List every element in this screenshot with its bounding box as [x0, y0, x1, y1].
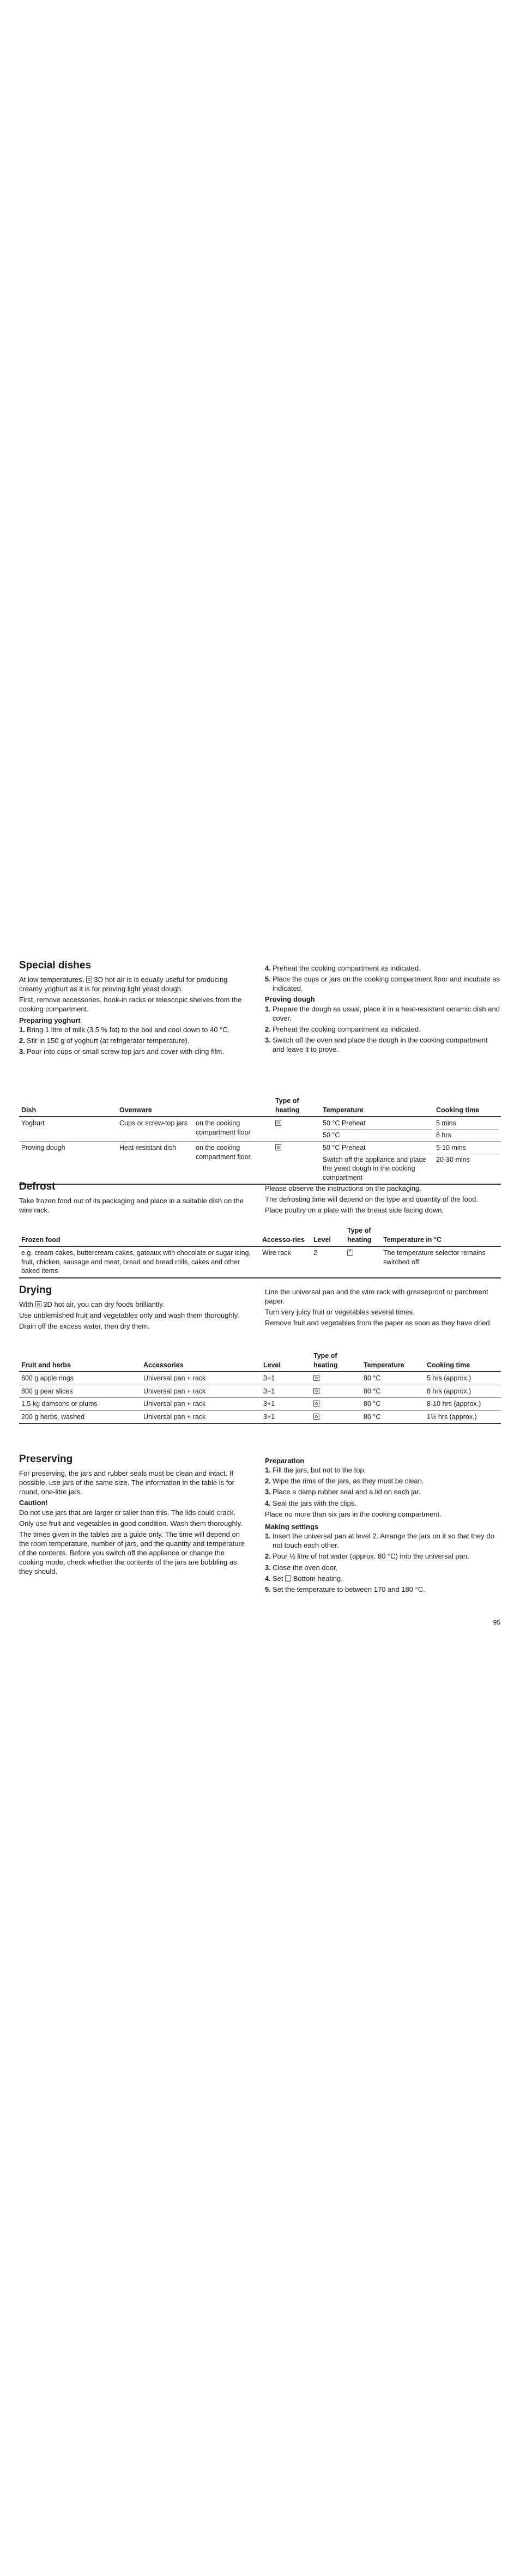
yoghurt-heading: Preparing yoghurt [19, 1016, 81, 1025]
3d-hot-air-icon [313, 1375, 319, 1381]
col-fruit-herbs: Fruit and herbs [19, 1350, 141, 1372]
col-temperature: Temperature in °C [381, 1225, 501, 1246]
col-heating: Type of heating [273, 1095, 321, 1117]
table-row: Yoghurt Cups or screw-top jars on the cooking compartment floor 50 °C Preheat 50 °C 5 mins 8 hrs [19, 1117, 501, 1142]
list-item: 2. Wipe the rims of the jars, as they must be clean. [265, 1477, 424, 1486]
table-row: 800 g pear slices Universal pan + rack 3+1 80 °C 8 hrs (approx.) [19, 1385, 501, 1398]
list-item: 2. Preheat the cooking compartment as indicated. [265, 1025, 421, 1033]
defrost-icon [347, 1250, 353, 1256]
preserving-title: Preserving [19, 1453, 73, 1465]
preparation-note: Place no more than six jars in the cooking compartment. [265, 1510, 442, 1518]
col-level: Level [261, 1350, 311, 1372]
list-item: 1. Insert the universal pan at level 2. Arrange the jars on it so that they do not touch each other. [265, 1532, 494, 1550]
col-accessories: Accessories [141, 1350, 261, 1372]
list-item: 1. Bring 1 litre of milk (3.5 % fat) to the boil and cool down to 40 °C. [19, 1025, 230, 1034]
3d-hot-air-icon [35, 1301, 41, 1307]
special-dishes-left [19, 960, 245, 1058]
yoghurt-steps [19, 1025, 245, 1056]
3d-hot-air-icon [313, 1388, 319, 1394]
defrost-text: Take frozen food out of its packaging and place in a suitable dish on the wire rack. [19, 1196, 244, 1215]
settings-heading: Making settings [265, 1522, 319, 1531]
special-dishes-table [19, 1095, 501, 1185]
defrost-table [19, 1225, 501, 1278]
table-row: 1.5 kg damsons or plums Universal pan + rack 3+1 80 °C 8-10 hrs (approx.) [19, 1398, 501, 1411]
preparation-steps [265, 1465, 500, 1508]
special-dishes-right [265, 963, 500, 1056]
col-heating: Type of heating [345, 1225, 381, 1246]
preserving-intro: For preserving, the jars and rubber seals must be clean and intact. If possible, use jars of the same size. The information in the table is for round, one-litre jars. [19, 1469, 235, 1496]
drying-left: Drying With 3D hot air, you can dry foods brilliantly. Use unblemished fruit and vegetables only and wash them thoroughly. Drain off the excess water, then dry them. [19, 1285, 245, 1332]
defrost-right: Please observe the instructions on the packaging. The defrosting time will depend on the type and quantity of the food. Place poultry on a plate with the breast side facing down. [265, 1184, 478, 1215]
col-placement [194, 1095, 273, 1117]
col-time: Cooking time [425, 1350, 501, 1372]
col-level: Level [311, 1225, 345, 1246]
list-item: 2. Pour ½ litre of hot water (approx. 80 °C) into the universal pan. [265, 1552, 469, 1561]
list-item: 3. Pour into cups or small screw-top jars and cover with cling film. [19, 1047, 224, 1056]
col-heating: Type of heating [311, 1350, 361, 1372]
list-item: 2. Stir in 150 g of yoghurt (at refrigerator temperature). [19, 1036, 190, 1045]
col-dish: Dish [19, 1095, 117, 1117]
list-item: 3. Close the oven door. [265, 1563, 338, 1572]
drying-table [19, 1350, 501, 1424]
list-item: 3. Switch off the oven and place the dough in the cooking compartment and leave it to prove. [265, 1036, 488, 1054]
caution-heading: Caution! [19, 1499, 48, 1507]
defrost-left [19, 1181, 245, 1216]
table-row: 200 g herbs, washed Universal pan + rack 3+1 80 °C 1½ hrs (approx.) [19, 1410, 501, 1423]
3d-hot-air-icon [86, 977, 92, 983]
preserving-right [265, 1456, 500, 1596]
proving-dough-steps [265, 1004, 500, 1054]
col-accessories: Accesso-ries [260, 1225, 311, 1246]
settings-step: 5. Set the temperature to between 170 and 180 °C. [265, 1585, 425, 1593]
preparation-heading: Preparation [265, 1457, 305, 1465]
list-item: 3. Place a damp rubber seal and a lid on each jar. [265, 1488, 421, 1496]
list-item: 1. Fill the jars, but not to the top. [265, 1466, 366, 1475]
page-number: 95 [493, 1619, 500, 1626]
3d-hot-air-icon [275, 1120, 281, 1126]
list-item: 4. Preheat the cooking compartment as indicated. [265, 964, 421, 972]
table-row: 600 g apple rings Universal pan + rack 3+1 80 °C 5 hrs (approx.) [19, 1372, 501, 1385]
col-time: Cooking time [434, 1095, 501, 1117]
special-intro-1: At low temperatures, 3D hot air is is equally useful for producing creamy yoghurt as it is for proving light yeast dough. [19, 975, 228, 993]
drying-intro: With 3D hot air, you can dry foods brilliantly. [19, 1300, 165, 1308]
3d-hot-air-icon [313, 1414, 319, 1420]
table-row: e.g. cream cakes, buttercream cakes, gateaux with chocolate or sugar icing, fruit, chicken, sausage and meat, bread and bread rolls, cakes and other baked items Wire rack 2 * The temperature selector remains switched off [19, 1246, 501, 1278]
col-temperature: Temperature [321, 1095, 434, 1117]
defrost-title: Defrost [19, 1181, 56, 1192]
col-frozen-food: Frozen food [19, 1225, 260, 1246]
bottom-heating-icon [285, 1575, 291, 1581]
list-item: 4. Seal the jars with the clips. [265, 1499, 356, 1507]
preserving-left: Preserving For preserving, the jars and rubber seals must be clean and intact. If possible, use jars of the same size. The information in the table is for round, one-litre jars. Caution! Do not use jars that are larger or taller than this. The lids could crack. Only use fruit and vegetables in good condition. Wash them thoroughly. The times given in the tables are a guide only. The time will depend on the room temperature, number of jars, and the quantity and temperature of the contents. Before you switch off the appliance or change the cooking mode, check whether the contents of the jars are bubbling as they should. [19, 1453, 245, 1576]
special-dishes-title: Special dishes [19, 960, 92, 971]
drying-table-body [19, 1372, 501, 1423]
3d-hot-air-icon [313, 1401, 319, 1407]
3d-hot-air-icon [275, 1144, 281, 1150]
list-item: 5. Place the cups or jars on the cooking compartment floor and incubate as indicated. [265, 975, 500, 993]
table-row: Proving dough Heat-resistant dish on the cooking compartment floor 50 °C Preheat Switch off the appliance and place the yeast dough in the cooking compartment 5-10 mins 20-30 mins [19, 1142, 501, 1185]
settings-step: 4. Set Bottom heating. [265, 1574, 343, 1583]
yoghurt-steps-continued [265, 963, 500, 993]
col-temperature: Temperature [361, 1350, 425, 1372]
proving-dough-heading: Proving dough [265, 995, 315, 1004]
caution-text: Do not use jars that are larger or taller than this. The lids could crack. [19, 1508, 236, 1517]
col-ovenware: Ovenware [117, 1095, 194, 1117]
list-item: 1. Prepare the dough as usual, place it in a heat-resistant ceramic dish and cover. [265, 1004, 500, 1022]
drying-right: Line the universal pan and the wire rack with greaseproof or parchment paper. Turn very juicy fruit or vegetables several times. Remove fruit and vegetables from the paper as soon as they have dried. [265, 1288, 492, 1328]
special-intro-2: First, remove accessories, hook-in racks or telescopic shelves from the cooking compartment. [19, 996, 242, 1014]
drying-title: Drying [19, 1284, 52, 1296]
